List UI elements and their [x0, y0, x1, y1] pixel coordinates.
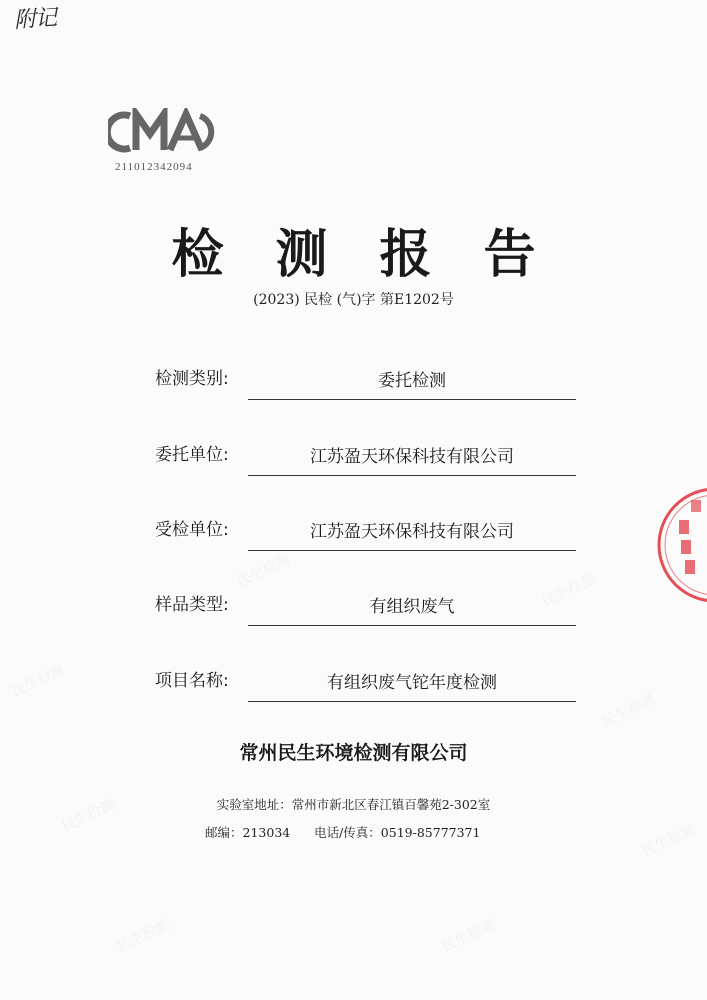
field-label-client: 委托单位:	[155, 445, 229, 465]
contact-line	[205, 823, 480, 841]
report-number: (2023) 民检 (气)字 第E1202号	[253, 292, 454, 308]
phone-label: 电话/传真：	[314, 825, 381, 840]
field-label-test-category: 检测类别:	[155, 369, 229, 389]
cma-logo	[108, 108, 220, 156]
field-value-inspected-unit: 江苏盈天环保科技有限公司	[248, 517, 576, 551]
field-value-test-category: 委托检测	[248, 366, 576, 400]
handwritten-note: 附记	[13, 5, 57, 34]
field-value-sample-type: 有组织废气	[248, 592, 576, 626]
watermark	[233, 549, 292, 591]
watermark	[638, 819, 697, 861]
phone: 0519-85777371	[380, 825, 481, 840]
field-label-inspected-unit: 受检单位:	[155, 520, 229, 540]
watermark	[8, 659, 67, 701]
cma-number: 211012342094	[115, 161, 193, 173]
watermark	[598, 689, 657, 731]
field-label-sample-type: 样品类型:	[155, 595, 229, 615]
company-name: 常州民生环境检测有限公司	[239, 742, 468, 764]
field-label-project-name: 项目名称:	[155, 671, 229, 691]
report-title: 检测报告	[171, 224, 588, 285]
watermark	[113, 914, 172, 956]
watermark	[438, 914, 497, 956]
postcode-label: 邮编：	[205, 825, 243, 840]
postcode: 213034	[242, 825, 291, 840]
red-seal-stamp	[655, 480, 707, 620]
lab-address: 实验室地址：常州市新北区春江镇百馨苑2-302室	[216, 797, 491, 812]
field-value-project-name: 有组织废气铊年度检测	[248, 668, 576, 702]
field-value-client: 江苏盈天环保科技有限公司	[248, 442, 576, 476]
